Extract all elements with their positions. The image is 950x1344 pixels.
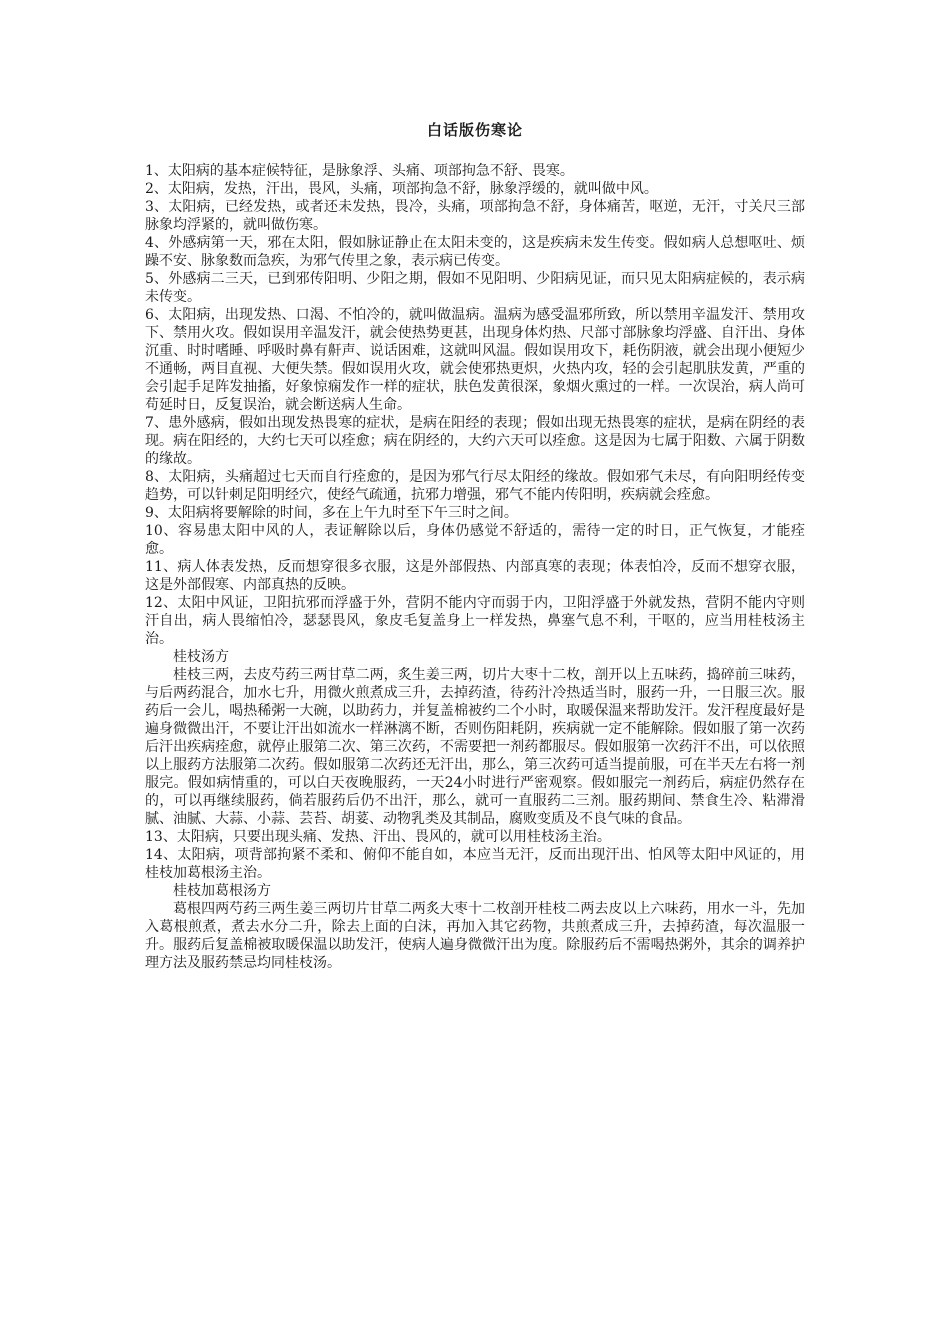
paragraph-14: 14、太阳病，项背部拘紧不柔和、俯仰不能自如，本应当无汗，反而出现汗出、怕风等太阳中风证的，用桂枝加葛根汤主治。 (145, 847, 805, 881)
paragraph-6: 6、太阳病，出现发热、口渴、不怕冷的，就叫做温病。温病为感受温邪所致，所以禁用辛温发汗、禁用攻下、禁用火攻。假如误用辛温发汗，就会使热势更甚，出现身体灼热、尺部寸部脉象均浮盛、自汗出、身体沉重、时时嗜睡、呼吸时鼻有鼾声、说话困难，这就叫风温。假如误用攻下，耗伤阴液，就会出现小便短少不通畅，两目直视、大便失禁。假如误用火攻，就会使邪热更炽，火热内攻，轻的会引起肌肤发黄，严重的会引起手足阵发抽搐，好象惊痫发作一样的症状，肤色发黄很深，象烟火熏过的一样。一次误治，病人尚可苟延时日，反复误治，就会断送病人生命。 (145, 307, 805, 413)
paragraph-12: 12、太阳中风证，卫阳抗邪而浮盛于外，营阴不能内守而弱于内，卫阳浮盛于外就发热，营阴不能内守则汗自出，病人畏缩怕冷，瑟瑟畏风，象皮毛复盖身上一样发热，鼻塞气息不利，干呕的，应当用桂枝汤主治。 (145, 595, 805, 647)
recipe-1-name: 桂枝汤方 (173, 649, 229, 665)
recipe-1-text: 桂枝三两，去皮芍药三两甘草二两，炙生姜三两，切片大枣十二枚，剖开以上五味药，捣碎前三味药，与后两药混合，加水七升，用微火煎煮成三升，去掉药渣，待药汁冷热适当时，服药一升，一日服三次。服药后一会儿，喝热稀粥一大碗，以助药力，并复盖棉被约二个小时，取暖保温来帮助发汗。发汗程度最好是遍身微微出汗，不要让汗出如流水一样淋漓不断，否则伤阳耗阴，疾病就一定不能解除。假如服了第一次药后汗出疾病痊愈，就停止服第二次、第三次药，不需要把一剂药都服尽。假如服第一次药汗不出，可以依照以上服药方法服第二次药。假如服第二次药还无汗出，那么，第三次药可适当提前服，可在半天左右将一剂服完。假如病情重的，可以白天夜晚服药，一天24小时进行严密观察。假如服完一剂药后，病症仍然存在的，可以再继续服药，倘若服药后仍不出汗，那么，就可一直服药二三剂。服药期间、禁食生冷、粘滞滑腻、油腻、大蒜、小蒜、芸苔、胡荽、动物乳类及其制品，腐败变质及不良气味的食品。 (145, 667, 805, 827)
paragraph-8: 8、太阳病，头痛超过七天而自行痊愈的，是因为邪气行尽太阳经的缘故。假如邪气未尽，有向阳明经传变趋势，可以针刺足阳明经穴，使经气疏通，抗邪力增强，邪气不能内传阳明，疾病就会痊愈。 (145, 469, 805, 503)
recipe-2-name: 桂枝加葛根汤方 (173, 883, 271, 899)
paragraph-2: 2、太阳病，发热，汗出，畏风，头痛，项部拘急不舒，脉象浮缓的，就叫做中风。 (145, 181, 658, 197)
paragraph-4: 4、外感病第一天，邪在太阳，假如脉证静止在太阳未变的，这是疾病未发生传变。假如病人总想呕吐、烦躁不安、脉象数而急疾，为邪气传里之象，表示病已传变。 (145, 235, 805, 269)
paragraph-5: 5、外感病二三天，已到邪传阳明、少阳之期，假如不见阳明、少阳病见证，而只见太阳病症候的，表示病未传变。 (145, 271, 805, 305)
paragraph-9: 9、太阳病将要解除的时间，多在上午九时至下午三时之间。 (145, 505, 518, 521)
document-body (145, 162, 805, 972)
paragraph-7: 7、患外感病，假如出现发热畏寒的症状，是病在阳经的表现；假如出现无热畏寒的症状，是病在阴经的表现。病在阳经的，大约七天可以痊愈；病在阴经的，大约六天可以痊愈。这是因为七属于阳数、六属于阴数的缘故。 (145, 415, 805, 467)
document-title: 白话版伤寒论 (426, 121, 523, 139)
paragraph-1: 1、太阳病的基本症候特征，是脉象浮、头痛、项部拘急不舒、畏寒。 (145, 163, 574, 179)
paragraph-11: 11、病人体表发热，反而想穿很多衣服，这是外部假热、内部真寒的表现；体表怕冷，反而不想穿衣服，这是外部假寒、内部真热的反映。 (145, 559, 805, 593)
paragraph-10: 10、容易患太阳中风的人，表证解除以后，身体仍感觉不舒适的，需待一定的时日，正气恢复，才能痊愈。 (145, 523, 805, 557)
paragraph-3: 3、太阳病，已经发热，或者还未发热，畏冷，头痛，项部拘急不舒，身体痛苦，呕逆，无汗，寸关尺三部脉象均浮紧的，就叫做伤寒。 (145, 199, 805, 233)
paragraph-13: 13、太阳病，只要出现头痛、发热、汗出、畏风的，就可以用桂枝汤主治。 (145, 829, 611, 845)
document-page (145, 120, 805, 972)
recipe-2-text: 葛根四两芍药三两生姜三两切片甘草二两炙大枣十二枚剖开桂枝二两去皮以上六味药，用水一斗，先加入葛根煎煮，煮去水分二升，除去上面的白沫，再加入其它药物，共煎煮成三升，去掉药渣，每次温服一升。服药后复盖棉被取暖保温以助发汗，使病人遍身微微汗出为度。除服药后不需喝热粥外，其余的调养护理方法及服药禁忌均同桂枝汤。 (145, 901, 805, 971)
